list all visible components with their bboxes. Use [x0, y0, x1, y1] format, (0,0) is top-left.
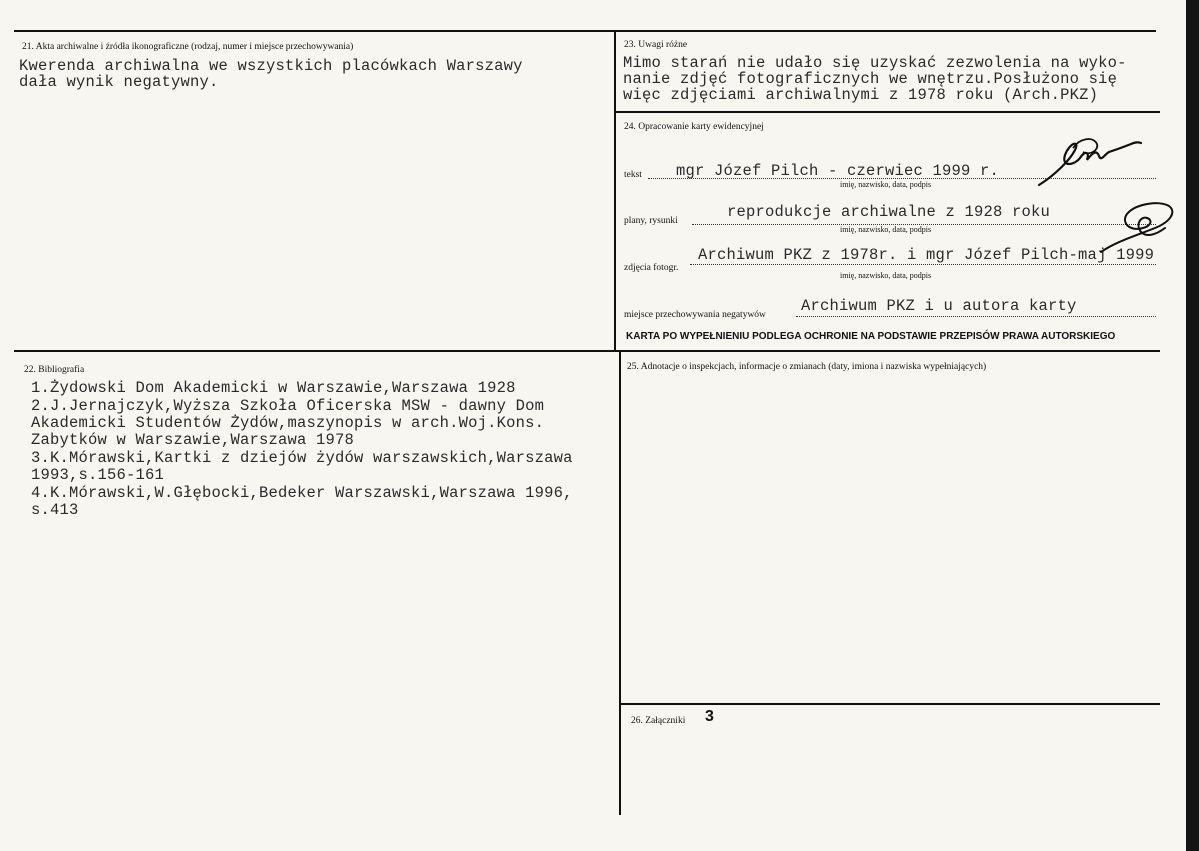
bibliography-line-3: Akademicki Studentów Żydów,maszynopis w arch.Woj.Kons. [31, 414, 545, 432]
section-24-title: 24. Opracowanie karty ewidencyjnej [624, 122, 764, 132]
section-23-line-1: Mimo starań nie udało się uzyskać zezwolenia na wyko- [623, 54, 1127, 72]
zdjecia-value: Archiwum PKZ z 1978r. i mgr Józef Pilch-maj 1999 [698, 246, 1155, 264]
section-26-rule [621, 703, 1160, 705]
section-21-line-2: dała wynik negatywny. [19, 73, 219, 91]
tekst-label: tekst [624, 170, 642, 180]
section-23-line-3: więc zdjęciami archiwalnymi z 1978 roku (Arch.PKZ) [623, 86, 1099, 104]
bibliography-line-5: 3.K.Mórawski,Kartki z dziejów żydów warszawskich,Warszawa [31, 449, 573, 467]
bibliography-line-4: Zabytków w Warszawie,Warszawa 1978 [31, 431, 355, 449]
signature-1 [1035, 130, 1145, 190]
zdjecia-label: zdjęcia fotogr. [624, 263, 679, 273]
section-23-rule [616, 111, 1160, 113]
column-divider-lower [619, 351, 621, 815]
zdjecia-hint: imię, nazwisko, data, podpis [840, 271, 932, 280]
section-21-title: 21. Akta archiwalne i źródła ikonograficzne (rodzaj, numer i miejsce przechowywania) [22, 42, 354, 52]
signature-2 [1095, 198, 1180, 256]
copyright-notice: KARTA PO WYPEŁNIENIU PODLEGA OCHRONIE NA PODSTAWIE PRZEPISÓW PRAWA AUTORSKIEGO [626, 331, 1116, 342]
scan-edge [1186, 0, 1199, 851]
bibliography-line-6: 1993,s.156-161 [31, 466, 165, 484]
top-rule [14, 30, 1156, 32]
bibliography-line-7: 4.K.Mórawski,W.Głębocki,Bedeker Warszawski,Warszawa 1996, [31, 484, 573, 502]
miejsce-label: miejsce przechowywania negatywów [624, 310, 766, 320]
miejsce-value: Archiwum PKZ i u autora karty [801, 297, 1077, 315]
plany-value: reprodukcje archiwalne z 1928 roku [727, 203, 1051, 221]
tekst-hint: imię, nazwisko, data, podpis [840, 180, 932, 189]
miejsce-dotted-line [796, 316, 1156, 317]
row-divider [14, 350, 1160, 352]
section-22-title: 22. Bibliografia [24, 365, 85, 375]
bibliography-line-2: 2.J.Jernajczyk,Wyższa Szkoła Oficerska MSW - dawny Dom [31, 397, 545, 415]
bibliography-line-1: 1.Żydowski Dom Akademicki w Warszawie,Warszawa 1928 [31, 379, 516, 397]
plany-label: plany, rysunki [624, 216, 678, 226]
section-25-title: 25. Adnotacje o inspekcjach, informacje o zmianach (daty, imiona i nazwiska wypełniających) [627, 362, 987, 372]
section-26-title: 26. Załączniki [631, 716, 686, 726]
section-21-line-1: Kwerenda archiwalna we wszystkich placówkach Warszawy [19, 57, 523, 75]
section-23-line-2: nanie zdjęć fotograficznych we wnętrzu.Posłużono się [623, 70, 1118, 88]
attachments-count: 3 [705, 708, 714, 725]
zdjecia-dotted-line [690, 264, 1156, 265]
tekst-value: mgr Józef Pilch - czerwiec 1999 r. [676, 162, 1000, 180]
column-divider-upper [614, 30, 616, 351]
section-23-title: 23. Uwagi różne [624, 40, 688, 50]
bibliography-line-8: s.413 [31, 501, 79, 519]
plany-hint: imię, nazwisko, data, podpis [840, 225, 932, 234]
